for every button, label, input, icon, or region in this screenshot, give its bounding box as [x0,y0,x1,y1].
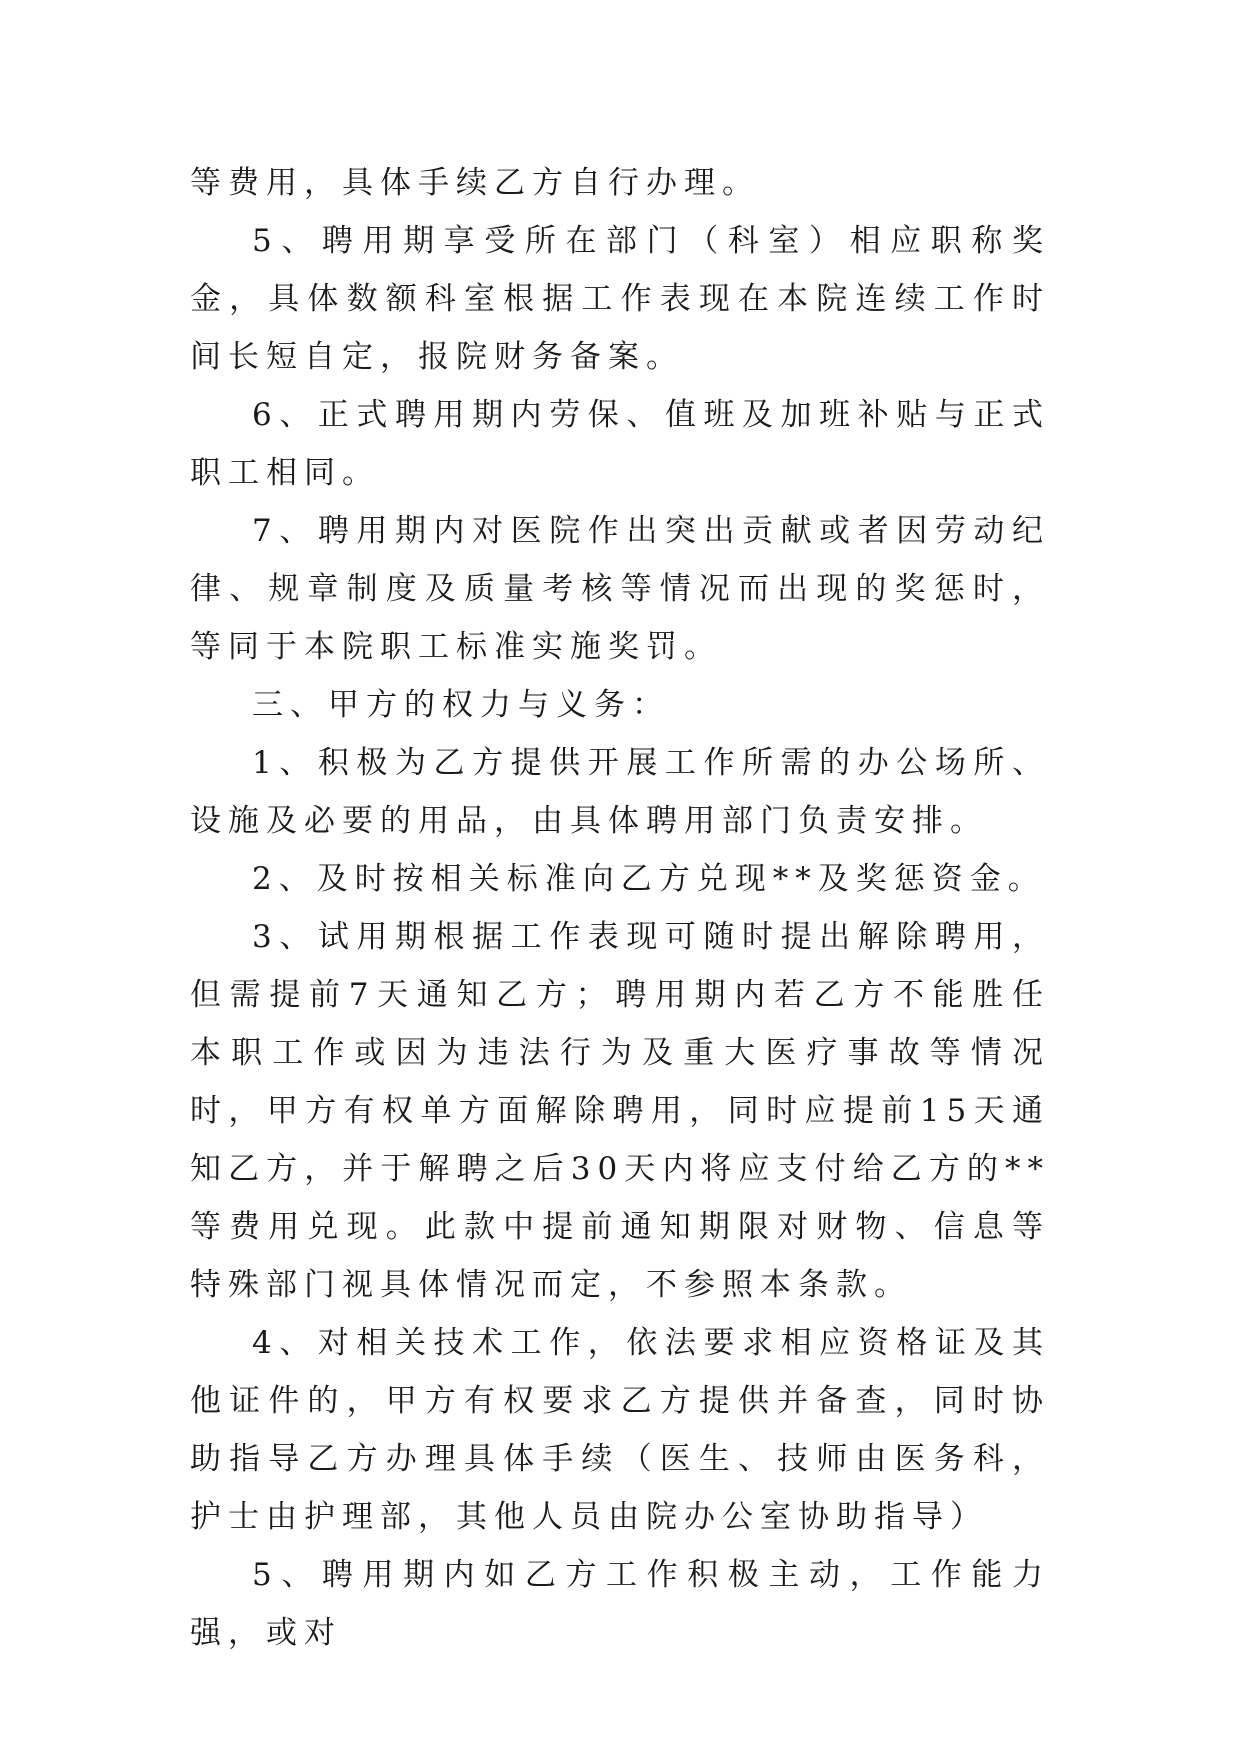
section-heading-party-a-rights: 三、甲方的权力与义务： [252,687,670,723]
document-body [190,154,1050,1662]
paragraph-party-a-item-4: 4、对相关技术工作，依法要求相应资格证及其他证件的，甲方有权要求乙方提供并备查，同时协助指导乙方办理具体手续（医生、技师由医务科，护士由护理部，其他人员由院办公室协助指导） [190,1325,1050,1535]
paragraph-continuation: 等费用，具体手续乙方自行办理。 [190,165,760,201]
paragraph-party-a-item-5: 5、聘用期内如乙方工作积极主动，工作能力强，或对 [190,1557,1050,1651]
paragraph-party-a-item-2: 2、及时按相关标准向乙方兑现**及奖惩资金。 [252,861,1046,897]
paragraph-clause-7-rewards: 7、聘用期内对医院作出突出贡献或者因劳动纪律、规章制度及质量考核等情况而出现的奖惩时，等同于本院职工标准实施奖罚。 [190,513,1050,665]
paragraph-party-a-item-3: 3、试用期根据工作表现可随时提出解除聘用，但需提前7天通知乙方；聘用期内若乙方不能胜任本职工作或因为违法行为及重大医疗事故等情况时，甲方有权单方面解除聘用，同时应提前15天通知乙方，并于解聘之后30天内将应支付给乙方的**等费用兑现。此款中提前通知期限对财物、信息等特殊部门视具体情况而定，不参照本条款。 [190,919,1050,1303]
paragraph-party-a-item-1: 1、积极为乙方提供开展工作所需的办公场所、设施及必要的用品，由具体聘用部门负责安排。 [190,745,1050,839]
paragraph-clause-5-bonus: 5、聘用期享受所在部门（科室）相应职称奖金，具体数额科室根据工作表现在本院连续工作时间长短自定，报院财务备案。 [190,223,1050,375]
paragraph-clause-6-subsidy: 6、正式聘用期内劳保、值班及加班补贴与正式职工相同。 [190,397,1050,491]
